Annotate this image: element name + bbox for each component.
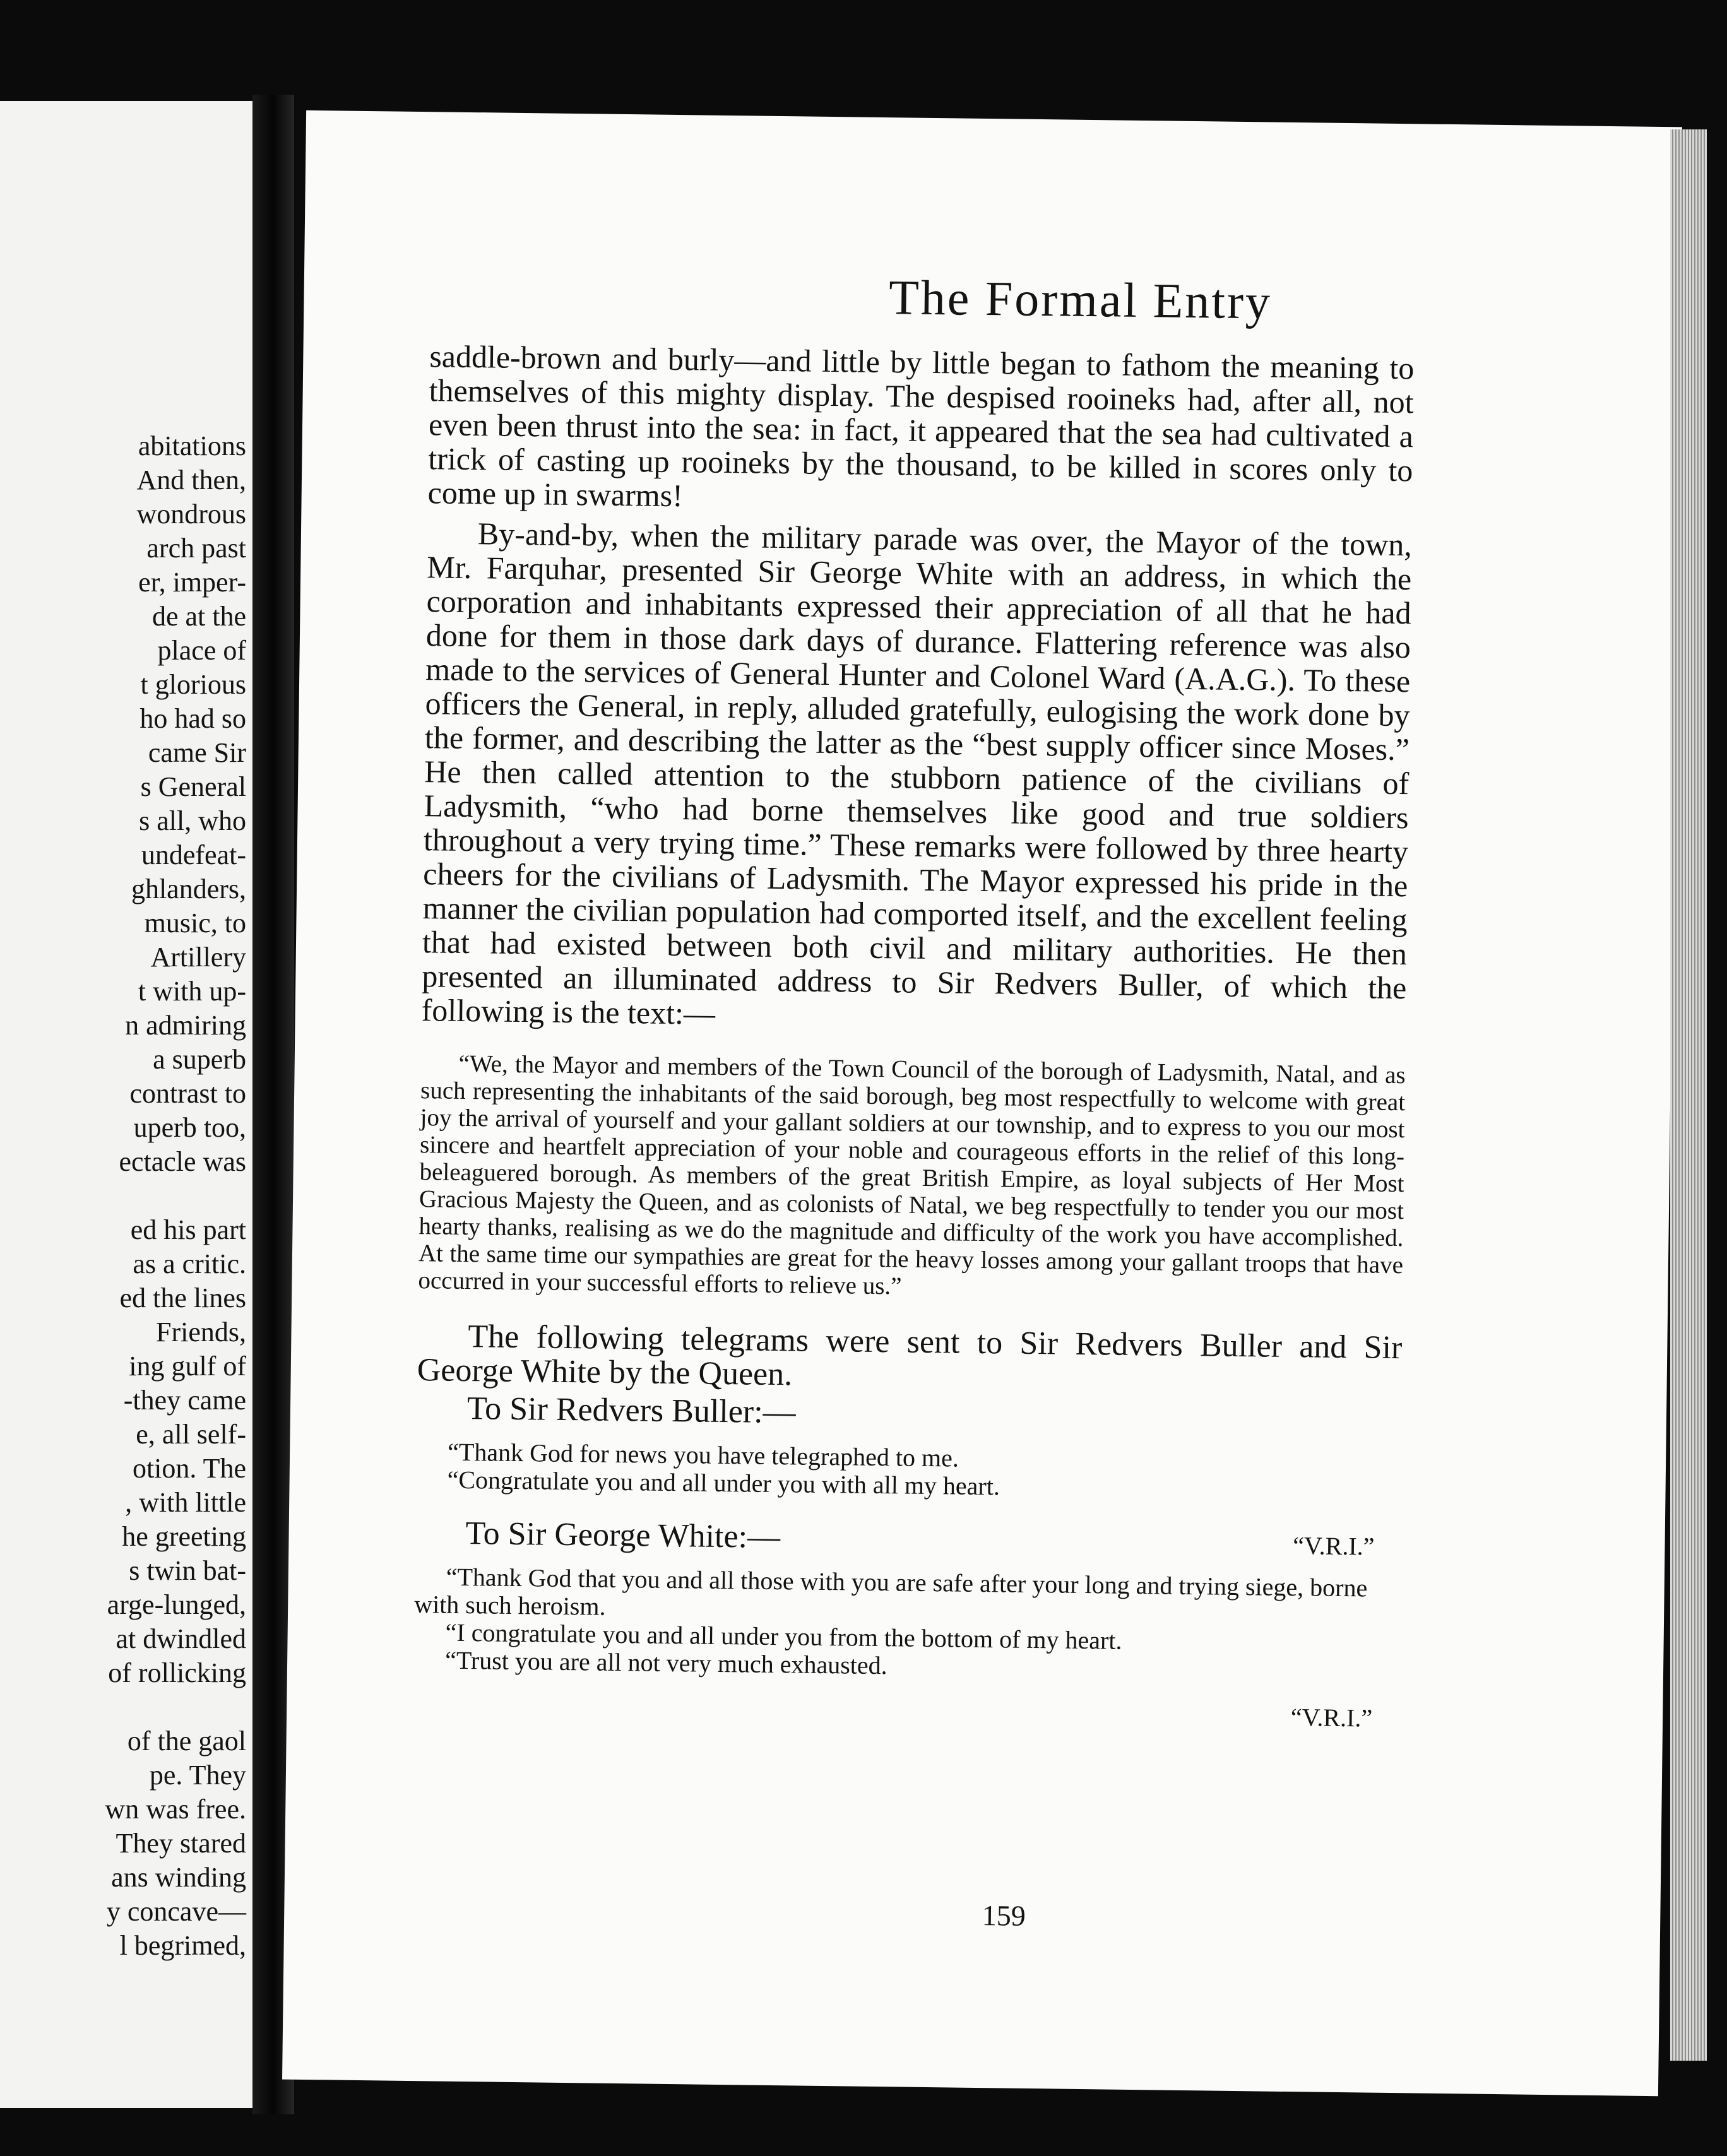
to-buller-heading: To Sir Redvers Buller:— [466,1390,796,1431]
left-page-line: They stared [116,1828,246,1859]
left-page-line: s all, who [139,805,246,836]
left-page-line: Friends, [156,1317,246,1348]
left-page-line: undefeat- [141,839,246,870]
left-page-line: wn was free. [105,1794,246,1825]
left-page-line: ed the lines [119,1282,246,1313]
left-page-line: ing gulf of [129,1351,246,1382]
left-page-line: wondrous [136,499,246,530]
page-title: The Formal Entry [888,270,1273,329]
white-telegram [413,1563,1399,1686]
left-page-line: ectacle was [119,1146,246,1177]
to-white-row [415,1515,1400,1563]
left-page-line: of rollicking [108,1657,246,1688]
left-page-line: pe. They [149,1760,246,1791]
right-page [282,110,1682,2096]
buller-telegram-line: “Thank God for news you have telegraphed to me. [447,1437,959,1472]
left-page-line: at dwindled [116,1623,246,1654]
left-page-line: s twin bat- [129,1555,246,1586]
left-page-line: t with up- [138,976,246,1007]
left-page-line: ghlanders, [131,874,246,904]
left-page-line: as a critic. [133,1248,246,1279]
left-page-line: n admiring [125,1010,246,1041]
left-page-line: de at the [151,601,246,632]
left-page-gap [105,1179,246,1213]
white-telegram-line: “I congratulate you and all under you from the bottom of my heart. [445,1618,1122,1655]
left-page-line: abitations [138,430,246,461]
left-page-line: he greeting [122,1521,246,1552]
address-quote: “We, the Mayor and members of the Town Council of the borough of Ladysmith, Natal, and as such representing the inhabitants of the said borough, beg most respectfully to welcome with great joy the arrival of yourself and your gallant soldiers at our township, and to express to you our most sincere and heartfelt appreciation of your noble and courageous efforts in the relief of this long-beleaguered borough. As members of the great British Empire, as loyal subjects of Her Most Gracious Majesty the Queen, and as colonists of Natal, we beg respectfully to tender you our most hearty thanks, realising as we do the magnitude and difficulty of the work you have accomplished. At the same time our sympathies are great for the heavy losses among your gallant troops that have occurred in your successful efforts to relieve us.” [418,1050,1406,1300]
left-page-line: came Sir [148,737,246,768]
left-page-line: music, to [144,908,246,939]
left-page-line: ans winding [111,1862,246,1893]
left-page-line: otion. The [132,1453,246,1484]
left-page-line: ed his part [130,1214,246,1245]
left-page-line: e, all self- [136,1419,246,1450]
left-page-line: ho had so [139,703,246,734]
page-number: 159 [982,1899,1026,1932]
page-body [413,339,1415,1732]
book-page-edges [1670,129,1707,2061]
left-page-line: l begrimed, [119,1930,246,1961]
signature-vri-1: “V.R.I.” [1292,1531,1375,1561]
left-facing-page [0,101,252,2108]
left-page-line: a superb [153,1044,246,1075]
left-page-text-fragments [105,429,246,1963]
to-white-heading: To Sir George White:— [465,1515,781,1556]
left-page-line: Artillery [150,942,246,973]
paragraph-continuation: saddle-brown and burly—and little by little began to fathom the meaning to themselves of this mighty display. The despised rooineks had, after all, not even been thrust into the sea: in fact, it appeared that the sea had cultivated a trick of casting up rooineks by the thousand, to be killed in scores only to come up in swarms! [427,338,1415,514]
left-page-gap [105,1690,246,1724]
telegram-intro: The following telegrams were sent to Sir Redvers Buller and Sir George White by the Queen. [417,1318,1403,1393]
paragraph-mayor-address: By-and-by, when the military parade was over, the Mayor of the town, Mr. Farquhar, presented Sir George White with an address, in which the corporation and inhabitants expressed their appreciation of all that he had done for them in those dark days of durance. Flattering reference was also made to the services of General Hunter and Colonel Ward (A.A.G.). To these officers the General, in reply, alluded gratefully, eulogising the work done by the former, and describing the latter as the “best supply officer since Moses.” He then called attention to the stubborn patience of the civilians of Ladysmith, “who had borne themselves like good and true soldiers throughout a very trying time.” These remarks were followed by three hearty cheers for the civilians of Ladysmith. The Mayor expressed his pride in the manner the civilian population had comported itself, and the excellent feeling that had existed between both civil and military authorities. He then presented an illuminated address to Sir Redvers Buller, of which the following is the text:— [421,516,1413,1031]
left-page-line: of the gaol [127,1726,246,1756]
left-page-line: uperb too, [133,1112,246,1143]
left-page-line: t glorious [140,669,246,700]
left-page-line: , with little [125,1487,246,1518]
left-page-line: place of [157,635,246,666]
left-page-line: y concave— [106,1896,246,1927]
white-telegram-line: “Trust you are all not very much exhausted. [444,1645,887,1680]
left-page-line: contrast to [129,1078,246,1109]
left-page-line: s General [140,771,246,802]
left-page-line: arch past [146,533,246,564]
left-page-line: And then, [136,465,246,495]
white-telegram-line: “Thank God that you and all those with you are safe after your long and trying siege, borne with such heroism. [413,1562,1368,1621]
left-page-line: er, imper- [138,567,246,598]
left-page-line: arge-lunged, [107,1589,246,1620]
signature-vri-2: “V.R.I.” [1290,1703,1373,1732]
left-page-line: -they came [123,1385,246,1416]
buller-telegram-line: “Congratulate you and all under you with all my heart. [447,1465,1000,1501]
buller-telegram [415,1438,1401,1505]
